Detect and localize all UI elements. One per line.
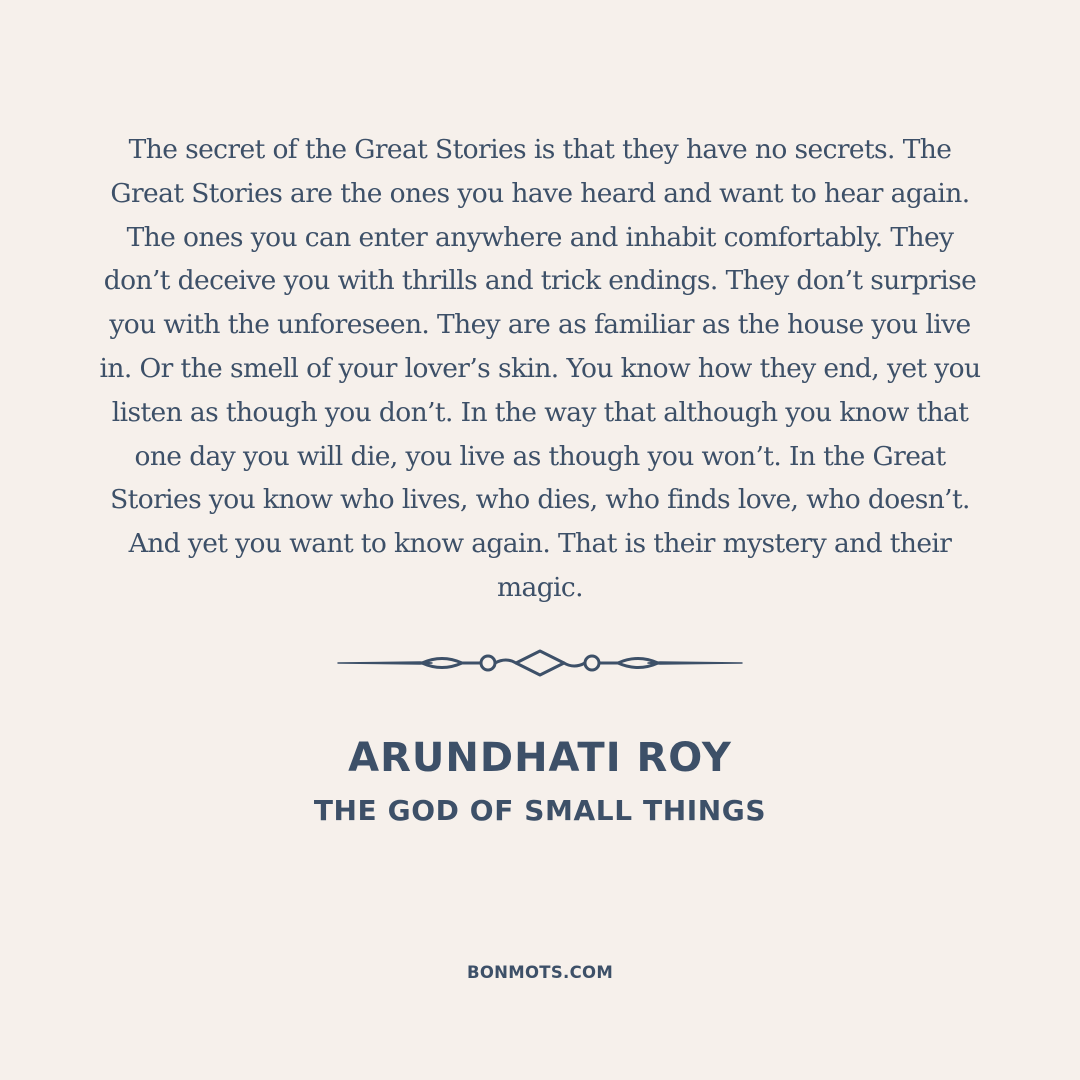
quote-text: The secret of the Great Stories is that they have no secrets. The Great Stories are the ones you have heard and want to hear again. The ones you can enter anywhere and inhabit comfortably. They don’t deceive you with thrills and trick endings. They don’t surprise you with the unforeseen. They are as familiar as the house you live in. Or the smell of your lover’s skin. You know how they end, yet you listen as though you don’t. In the way that although you know that one day you will die, you live as though you won’t. In the Great Stories you know who lives, who dies, who finds love, who doesn’t. And yet you want to know again. That is their mystery and their magic. <box>99 134 981 603</box>
ornamental-divider-icon <box>336 648 744 678</box>
book-title: THE GOD OF SMALL THINGS <box>313 794 767 827</box>
site-watermark: BONMOTS.COM <box>466 963 614 982</box>
author-name: ARUNDHATI ROY <box>348 735 732 781</box>
